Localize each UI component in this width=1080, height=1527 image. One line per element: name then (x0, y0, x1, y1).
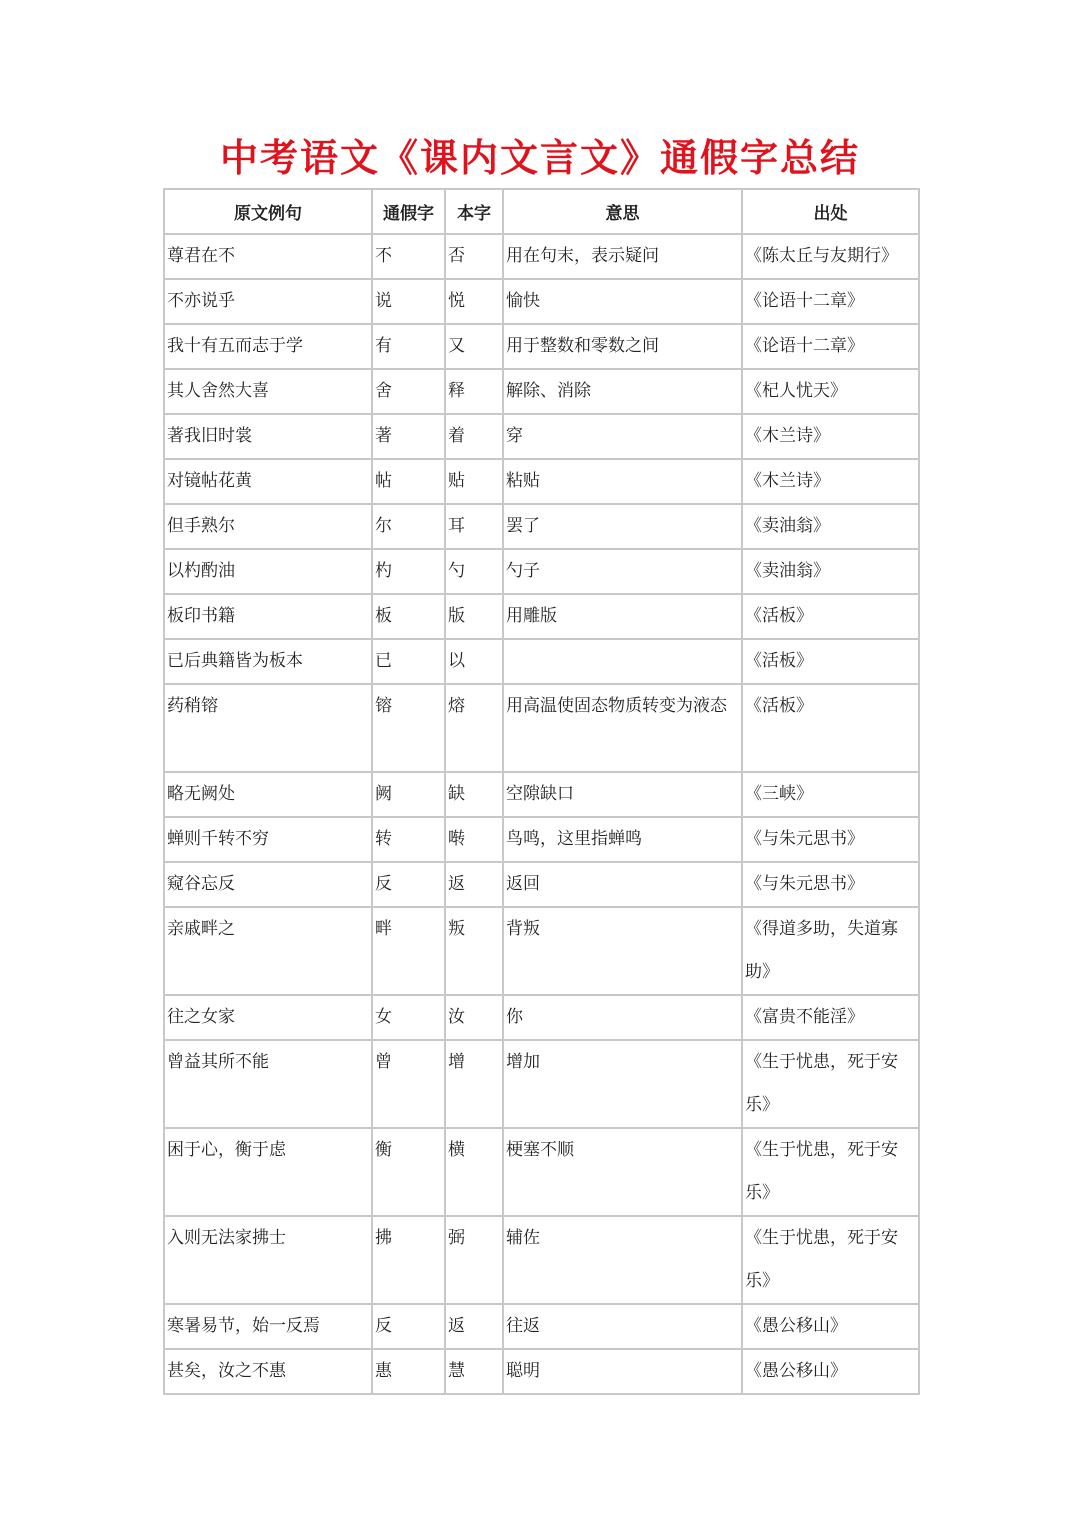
cell-tongjia-text: 著 (375, 426, 392, 446)
cell-sentence (164, 504, 372, 549)
cell-benzi-text: 贴 (448, 471, 465, 491)
cell-meaning (503, 862, 742, 907)
cell-meaning-text: 返回 (506, 874, 540, 894)
table-row (164, 369, 919, 414)
cell-sentence-text: 但手熟尔 (167, 516, 235, 536)
cell-source (742, 594, 919, 639)
cell-tongjia (372, 1349, 445, 1394)
cell-benzi (445, 279, 503, 324)
cell-sentence-text: 蝉则千转不穷 (167, 829, 269, 849)
cell-meaning-text: 往返 (506, 1316, 540, 1336)
cell-tongjia-text: 反 (375, 874, 392, 894)
cell-source-text: 《论语十二章》 (745, 291, 864, 311)
cell-sentence (164, 817, 372, 862)
cell-source-text: 《木兰诗》 (745, 426, 830, 446)
cell-tongjia (372, 504, 445, 549)
table-row (164, 1349, 919, 1394)
cell-source-text: 《陈太丘与友期行》 (745, 246, 898, 266)
cell-meaning (503, 414, 742, 459)
cell-benzi (445, 817, 503, 862)
header-source: 出处 (742, 189, 919, 234)
cell-tongjia (372, 369, 445, 414)
cell-sentence-text: 寒暑易节，始一反焉 (167, 1316, 320, 1336)
cell-benzi (445, 684, 503, 772)
cell-tongjia-text: 尔 (375, 516, 392, 536)
cell-sentence-text: 不亦说乎 (167, 291, 235, 311)
header-tongjia: 通假字 (372, 189, 445, 234)
cell-benzi (445, 1304, 503, 1349)
cell-benzi (445, 324, 503, 369)
table-row (164, 862, 919, 907)
cell-benzi-text: 啭 (448, 829, 465, 849)
cell-tongjia (372, 549, 445, 594)
cell-benzi (445, 862, 503, 907)
cell-meaning (503, 1349, 742, 1394)
cell-benzi-text: 缺 (448, 784, 465, 804)
cell-benzi-text: 耳 (448, 516, 465, 536)
cell-meaning-text: 穿 (506, 426, 523, 446)
page-title: 中考语文《课内文言文》通假字总结 (219, 135, 860, 180)
cell-benzi-text: 勺 (448, 561, 465, 581)
cell-source-text: 《生于忧患，死于安乐》 (745, 1228, 898, 1291)
cell-benzi-text: 弼 (448, 1228, 465, 1248)
cell-tongjia (372, 459, 445, 504)
cell-benzi (445, 995, 503, 1040)
cell-source-text: 《木兰诗》 (745, 471, 830, 491)
cell-source-text: 《卖油翁》 (745, 561, 830, 581)
cell-sentence (164, 995, 372, 1040)
cell-tongjia (372, 862, 445, 907)
cell-meaning (503, 1128, 742, 1216)
cell-benzi-text: 增 (448, 1052, 465, 1072)
cell-benzi-text: 返 (448, 874, 465, 894)
cell-tongjia-text: 杓 (375, 561, 392, 581)
table-row (164, 504, 919, 549)
cell-tongjia (372, 772, 445, 817)
cell-source (742, 1349, 919, 1394)
cell-sentence (164, 1216, 372, 1304)
cell-sentence (164, 1304, 372, 1349)
cell-meaning (503, 234, 742, 279)
cell-source-text: 《生于忧患，死于安乐》 (745, 1140, 898, 1203)
cell-meaning-text: 辅佐 (506, 1228, 540, 1248)
cell-source (742, 907, 919, 995)
cell-meaning (503, 459, 742, 504)
cell-source (742, 324, 919, 369)
cell-tongjia-text: 阙 (375, 784, 392, 804)
cell-benzi (445, 1128, 503, 1216)
cell-sentence-text: 甚矣，汝之不惠 (167, 1361, 286, 1381)
cell-meaning-text: 解除、消除 (506, 381, 591, 401)
cell-source (742, 504, 919, 549)
cell-sentence (164, 234, 372, 279)
cell-benzi (445, 234, 503, 279)
cell-source-text: 《活板》 (745, 606, 813, 626)
cell-source (742, 995, 919, 1040)
table-row (164, 414, 919, 459)
cell-benzi-text: 着 (448, 426, 465, 446)
cell-tongjia (372, 817, 445, 862)
cell-source-text: 《活板》 (745, 696, 813, 716)
cell-sentence-text: 板印书籍 (167, 606, 235, 626)
cell-benzi (445, 772, 503, 817)
header-benzi: 本字 (445, 189, 503, 234)
cell-meaning (503, 817, 742, 862)
cell-source (742, 817, 919, 862)
cell-tongjia-text: 不 (375, 246, 392, 266)
header-meaning: 意思 (503, 189, 742, 234)
cell-meaning (503, 907, 742, 995)
cell-source-text: 《与朱元思书》 (745, 829, 864, 849)
cell-benzi (445, 504, 503, 549)
cell-tongjia-text: 有 (375, 336, 392, 356)
cell-tongjia-text: 转 (375, 829, 392, 849)
cell-sentence-text: 亲戚畔之 (167, 919, 235, 939)
cell-sentence-text: 窥谷忘反 (167, 874, 235, 894)
cell-source-text: 《愚公移山》 (745, 1361, 847, 1381)
cell-source-text: 《愚公移山》 (745, 1316, 847, 1336)
table-row (164, 1128, 919, 1216)
cell-benzi (445, 639, 503, 684)
cell-benzi (445, 1040, 503, 1128)
cell-source-text: 《活板》 (745, 651, 813, 671)
cell-sentence-text: 药稍镕 (167, 696, 218, 716)
table-row (164, 684, 919, 772)
cell-benzi (445, 594, 503, 639)
cell-meaning (503, 772, 742, 817)
cell-source (742, 369, 919, 414)
cell-meaning-text: 粘贴 (506, 471, 540, 491)
cell-source-text: 《生于忧患，死于安乐》 (745, 1052, 898, 1115)
cell-source-text: 《论语十二章》 (745, 336, 864, 356)
table-header-row (164, 189, 919, 234)
cell-source (742, 414, 919, 459)
cell-meaning-text: 增加 (506, 1052, 540, 1072)
cell-sentence-text: 略无阙处 (167, 784, 235, 804)
cell-meaning-text: 罢了 (506, 516, 540, 536)
table-row (164, 907, 919, 995)
cell-sentence (164, 279, 372, 324)
table-row (164, 459, 919, 504)
cell-meaning (503, 684, 742, 772)
cell-tongjia-text: 畔 (375, 919, 392, 939)
cell-sentence (164, 1040, 372, 1128)
table-row (164, 995, 919, 1040)
cell-sentence-text: 以杓酌油 (167, 561, 235, 581)
cell-benzi-text: 否 (448, 246, 465, 266)
cell-source-text: 《卖油翁》 (745, 516, 830, 536)
cell-meaning-text: 用在句末，表示疑问 (506, 246, 659, 266)
cell-meaning-text: 聪明 (506, 1361, 540, 1381)
cell-sentence (164, 594, 372, 639)
cell-sentence (164, 772, 372, 817)
cell-tongjia-text: 帖 (375, 471, 392, 491)
cell-tongjia (372, 1128, 445, 1216)
table-row (164, 817, 919, 862)
cell-meaning (503, 369, 742, 414)
cell-benzi-text: 版 (448, 606, 465, 626)
cell-sentence-text: 著我旧时裳 (167, 426, 252, 446)
cell-sentence (164, 639, 372, 684)
cell-tongjia-text: 说 (375, 291, 392, 311)
cell-sentence-text: 我十有五而志于学 (167, 336, 303, 356)
cell-tongjia-text: 板 (375, 606, 392, 626)
cell-sentence (164, 907, 372, 995)
cell-tongjia (372, 324, 445, 369)
cell-meaning-text: 背叛 (506, 919, 540, 939)
cell-source-text: 《杞人忧天》 (745, 381, 847, 401)
cell-benzi (445, 549, 503, 594)
cell-sentence (164, 459, 372, 504)
cell-sentence-text: 其人舍然大喜 (167, 381, 269, 401)
cell-sentence-text: 往之女家 (167, 1007, 235, 1027)
cell-sentence-text: 困于心，衡于虑 (167, 1140, 286, 1160)
table-row (164, 324, 919, 369)
cell-meaning (503, 549, 742, 594)
cell-meaning (503, 1304, 742, 1349)
cell-meaning-text: 愉快 (506, 291, 540, 311)
cell-tongjia (372, 279, 445, 324)
cell-meaning-text: 梗塞不顺 (506, 1140, 574, 1160)
cell-meaning (503, 594, 742, 639)
table-body (164, 234, 919, 1394)
cell-sentence (164, 549, 372, 594)
cell-source-text: 《得道多助，失道寡助》 (745, 919, 898, 982)
cell-tongjia (372, 594, 445, 639)
cell-tongjia-text: 反 (375, 1316, 392, 1336)
cell-benzi (445, 369, 503, 414)
cell-tongjia (372, 684, 445, 772)
cell-sentence-text: 入则无法家拂士 (167, 1228, 286, 1248)
cell-benzi-text: 以 (448, 651, 465, 671)
cell-meaning-text: 用雕版 (506, 606, 557, 626)
cell-benzi-text: 返 (448, 1316, 465, 1336)
cell-tongjia (372, 234, 445, 279)
cell-tongjia-text: 镕 (375, 696, 392, 716)
cell-source (742, 772, 919, 817)
cell-source (742, 549, 919, 594)
table-row (164, 772, 919, 817)
cell-tongjia-text: 惠 (375, 1361, 392, 1381)
cell-tongjia-text: 曾 (375, 1052, 392, 1072)
cell-sentence-text: 已后典籍皆为板本 (167, 651, 303, 671)
table-row (164, 1216, 919, 1304)
cell-benzi-text: 释 (448, 381, 465, 401)
cell-sentence (164, 369, 372, 414)
cell-benzi (445, 907, 503, 995)
cell-sentence (164, 1128, 372, 1216)
cell-tongjia-text: 舍 (375, 381, 392, 401)
cell-tongjia-text: 拂 (375, 1228, 392, 1248)
cell-benzi (445, 414, 503, 459)
cell-meaning-text: 你 (506, 1007, 523, 1027)
cell-sentence (164, 324, 372, 369)
cell-tongjia (372, 639, 445, 684)
cell-tongjia (372, 1304, 445, 1349)
cell-source (742, 459, 919, 504)
cell-tongjia-text: 女 (375, 1007, 392, 1027)
cell-benzi-text: 汝 (448, 1007, 465, 1027)
cell-source (742, 684, 919, 772)
cell-benzi-text: 又 (448, 336, 465, 356)
cell-sentence (164, 1349, 372, 1394)
cell-source (742, 234, 919, 279)
cell-sentence (164, 684, 372, 772)
cell-source (742, 862, 919, 907)
cell-meaning (503, 279, 742, 324)
cell-source (742, 279, 919, 324)
cell-meaning-text: 空隙缺口 (506, 784, 574, 804)
cell-tongjia (372, 995, 445, 1040)
cell-sentence (164, 414, 372, 459)
cell-meaning (503, 1216, 742, 1304)
cell-meaning (503, 639, 742, 684)
cell-tongjia-text: 衡 (375, 1140, 392, 1160)
cell-source-text: 《与朱元思书》 (745, 874, 864, 894)
cell-source-text: 《富贵不能淫》 (745, 1007, 864, 1027)
cell-meaning (503, 324, 742, 369)
cell-meaning (503, 995, 742, 1040)
cell-sentence (164, 862, 372, 907)
cell-meaning-text: 用高温使固态物质转变为液态 (506, 696, 727, 716)
cell-sentence-text: 曾益其所不能 (167, 1052, 269, 1072)
cell-tongjia (372, 907, 445, 995)
cell-meaning-text: 鸟鸣，这里指蝉鸣 (506, 829, 642, 849)
table-row (164, 1040, 919, 1128)
cell-source-text: 《三峡》 (745, 784, 813, 804)
cell-meaning (503, 504, 742, 549)
cell-benzi (445, 459, 503, 504)
table-row (164, 279, 919, 324)
cell-sentence-text: 尊君在不 (167, 246, 235, 266)
table-row (164, 639, 919, 684)
cell-benzi-text: 悦 (448, 291, 465, 311)
cell-source (742, 1304, 919, 1349)
cell-source (742, 1128, 919, 1216)
header-sentence: 原文例句 (164, 189, 372, 234)
cell-tongjia (372, 1216, 445, 1304)
cell-source (742, 1040, 919, 1128)
cell-meaning-text: 用于整数和零数之间 (506, 336, 659, 356)
cell-benzi-text: 横 (448, 1140, 465, 1160)
tongjiazi-table (163, 188, 920, 1395)
table-row (164, 549, 919, 594)
cell-meaning-text: 勺子 (506, 561, 540, 581)
cell-benzi (445, 1349, 503, 1394)
cell-source (742, 639, 919, 684)
cell-tongjia (372, 414, 445, 459)
cell-source (742, 1216, 919, 1304)
cell-tongjia-text: 已 (375, 651, 392, 671)
cell-meaning (503, 1040, 742, 1128)
cell-benzi (445, 1216, 503, 1304)
cell-tongjia (372, 1040, 445, 1128)
table-row (164, 234, 919, 279)
cell-benzi-text: 慧 (448, 1361, 465, 1381)
table-row (164, 594, 919, 639)
cell-benzi-text: 叛 (448, 919, 465, 939)
cell-benzi-text: 熔 (448, 696, 465, 716)
cell-sentence-text: 对镜帖花黄 (167, 471, 252, 491)
table-row (164, 1304, 919, 1349)
